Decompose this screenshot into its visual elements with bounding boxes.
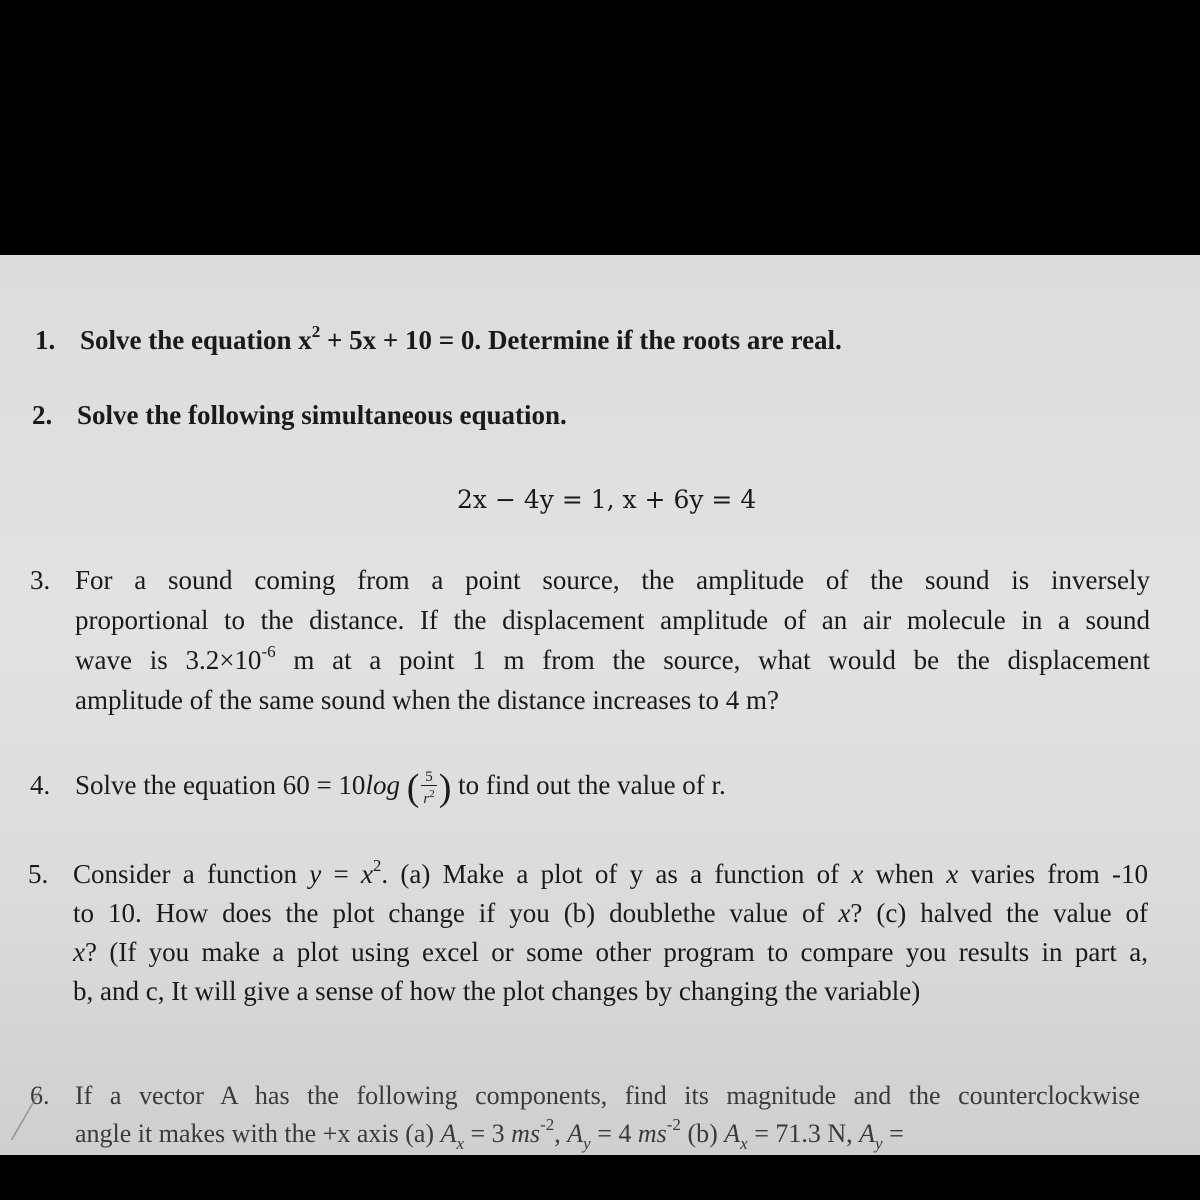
question-number: 5. [28, 859, 49, 889]
question-text: Solve the following simultaneous equation. [77, 400, 567, 430]
pen-mark [11, 1090, 76, 1140]
equation-base: x [298, 325, 312, 355]
question-line: x? (If you make a plot using excel or some other program to compare you results in part a, [73, 937, 1148, 967]
equation-rest: + 5x + 10 = 0. [320, 325, 482, 355]
question-line: wave is $3.2\times 10^{-6}$ m at a point 1 m from the source, what would be the displacement [75, 642, 1151, 675]
question-line: For a sound coming from a point source, the amplitude of the sound is inversely [75, 565, 1150, 595]
question-line: to 10. How does the plot change if you (b) doublethe value of x? (c) halved the value of [73, 898, 1148, 928]
simultaneous-equation: 2x − 4y = 1, x + 6y = 4 [457, 485, 757, 514]
question-number: 2. [32, 400, 53, 430]
fraction: $\frac{5}{r^2}$ [423, 768, 435, 807]
question-tail: to find out the value of r. [451, 770, 726, 800]
question-number: 6. [30, 1081, 50, 1110]
question-line: proportional to the distance. If the displacement amplitude of an air molecule in a sound [75, 605, 1150, 635]
log-function: log [365, 770, 400, 800]
question-line: amplitude of the same sound when the distance increases to 4 m? [75, 685, 780, 715]
exponent: -6 [261, 642, 276, 661]
question-text: Solve the equation 60 = 10 [75, 770, 366, 800]
question-line: If a vector A has the following components, find its magnitude and the counterclockwise [75, 1081, 1140, 1110]
exponent: 2 [311, 322, 321, 341]
document-page: 1. Solve the equation $x^2 + 5x + 10 = 0$. Determine if the roots are real. 2. Solve the following simultaneous equation. 2x − 4y = 1, x + 6y = 4 3. For a sound coming from a point source, the amplitude of the sound is inversely proportional to the distance. If the displacement amplitude of an air molecule in a sound wave is $3.2\times 10^{-6}$ m at a point 1 m from the source, what would be the displacement amplitude of the same sound when the distance increases to 4 m? 4. Solve the equation 60 = 10log ( $\frac{5}{r^2}$ ) to find out the value of r. 5. Consider a function $y = x^2$. (a) Make a plot of y as a function of x when x varies from -10 to 10. How does the plot change if you (b) doublethe value of x? (c) halved the value of x? (If you make a plot using excel or some other program to compare you results in part a, b, and c, It will give a sense of how the plot changes by changing the variable) 6. If a vector A has the following components, find its magnitude and the counterclockwise angle it makes with the +x axis (a) $A_x = 3$ $ms^{-2}$, $A_y = 4$ $ms^{-2}$ (b) $A_x = 71.3$ N, $A_y$ = [0, 255, 1200, 1155]
question-number: 1. [35, 325, 56, 355]
question-line: Consider a function $y = x^2$. (a) Make a plot of y as a function of x when x varies from -10 [73, 856, 1148, 889]
question-text: Solve the equation [80, 325, 299, 355]
question-line: b, and c, It will give a sense of how the plot changes by changing the variable) [73, 976, 921, 1006]
question-number: 3. [30, 565, 51, 595]
question-line: angle it makes with the +x axis (a) $A_x = 3$ $ms^{-2}$, $A_y = 4$ $ms^{-2}$ (b) $A_x = 71.3$ N, $A_y$ = [75, 1115, 904, 1153]
question-tail: Determine if the roots are real. [481, 325, 842, 355]
question-number: 4. [30, 770, 51, 800]
